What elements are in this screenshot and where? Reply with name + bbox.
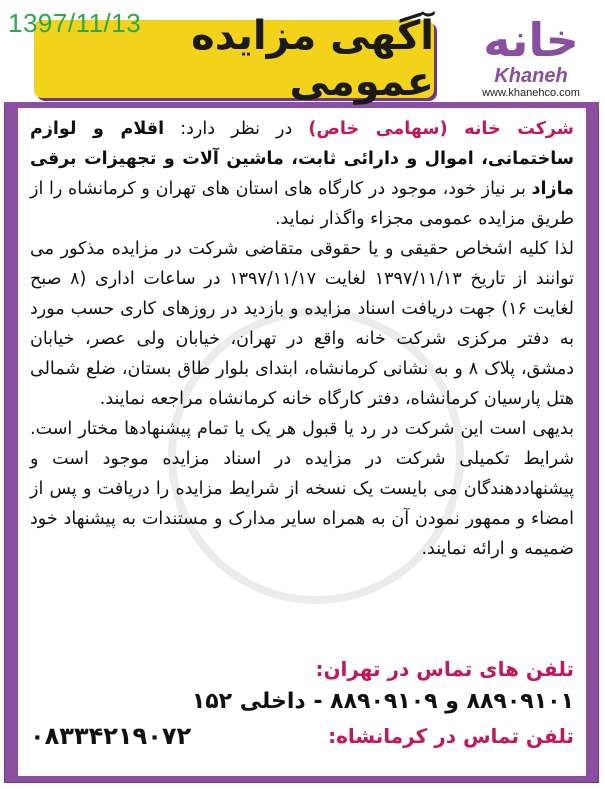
contact-section [30, 653, 574, 753]
publish-date: 1397/11/13 [8, 8, 142, 38]
kermanshah-phone-number: ۰۸۳۳۴۲۱۹۰۷۲ [30, 722, 192, 750]
company-name: شرکت خانه (سهامی خاص) [308, 119, 574, 139]
ad-body [18, 108, 586, 776]
company-logo [466, 14, 596, 108]
logo-url: www.khanehco.com [482, 87, 580, 99]
tehran-phone-numbers: ۸۸۹۰۹۱۰۱ و ۸۸۹۰۹۱۰۹ - داخلی ۱۵۲ [191, 689, 574, 714]
logo-mark: خانه [483, 13, 579, 67]
paragraph-3: بدیهی است این شرکت در رد یا قبول هر یک یا تمام پیشنهادها مختار است. شرایط تکمیلی شرکت در مزایده در اسناد مزایده موجود است و پیشنهاددهندگان می بایست یک نسخه از شرایط مزایده را دریافت و پس از امضاء و ممهور نمودن آن به همراه سایر مدارک و مستندات به پیشنهاد خود ضمیمه و ارائه نمایند. [30, 419, 574, 559]
paragraph-2: لذا کلیه اشخاص حقیقی و یا حقوقی متقاضی شرکت در مزایده مذکور می توانند از تاریخ ۱۳۹۷/۱۱/۱۳ لغایت ۱۳۹۷/۱۱/۱۷ در ساعات اداری (۸ صبح لغایت ۱۶) جهت دریافت اسناد مزایده و بازدید در روزهای کاری حسب مورد به دفتر مرکزی شرکت خانه واقع در تهران، خیابان ولی عصر، خیابان دمشق، پلاک ۸ و به نشانی کرمانشاه، ابتدای بلوار طاق بستان، ضلع شمالی هتل پارسیان کرمانشاه، دفتر کارگاه خانه کرمانشاه مراجعه نمایند. [30, 239, 575, 409]
paragraph-1-rest: بر نیاز خود، موجود در کارگاه های استان های تهران و کرمانشاه را از طریق مزایده عمومی مجزاء واگذار نماید. [30, 179, 574, 229]
ad-text [30, 114, 574, 564]
kermanshah-contact-row [30, 719, 574, 753]
kermanshah-contact-title: تلفن تماس در کرمانشاه: [328, 724, 574, 748]
ad-title: آگهی مزایده عمومی [191, 13, 434, 105]
auction-items: اقلام و لوازم ساختمانی، اموال و دارائی ثابت، ماشین آلات و تجهیزات برقی مازاد [30, 119, 574, 199]
intro-text: در نظر دارد: [164, 119, 309, 139]
logo-name-en: Khaneh [494, 65, 568, 87]
tehran-contact-title: تلفن های تماس در تهران: [315, 657, 574, 681]
